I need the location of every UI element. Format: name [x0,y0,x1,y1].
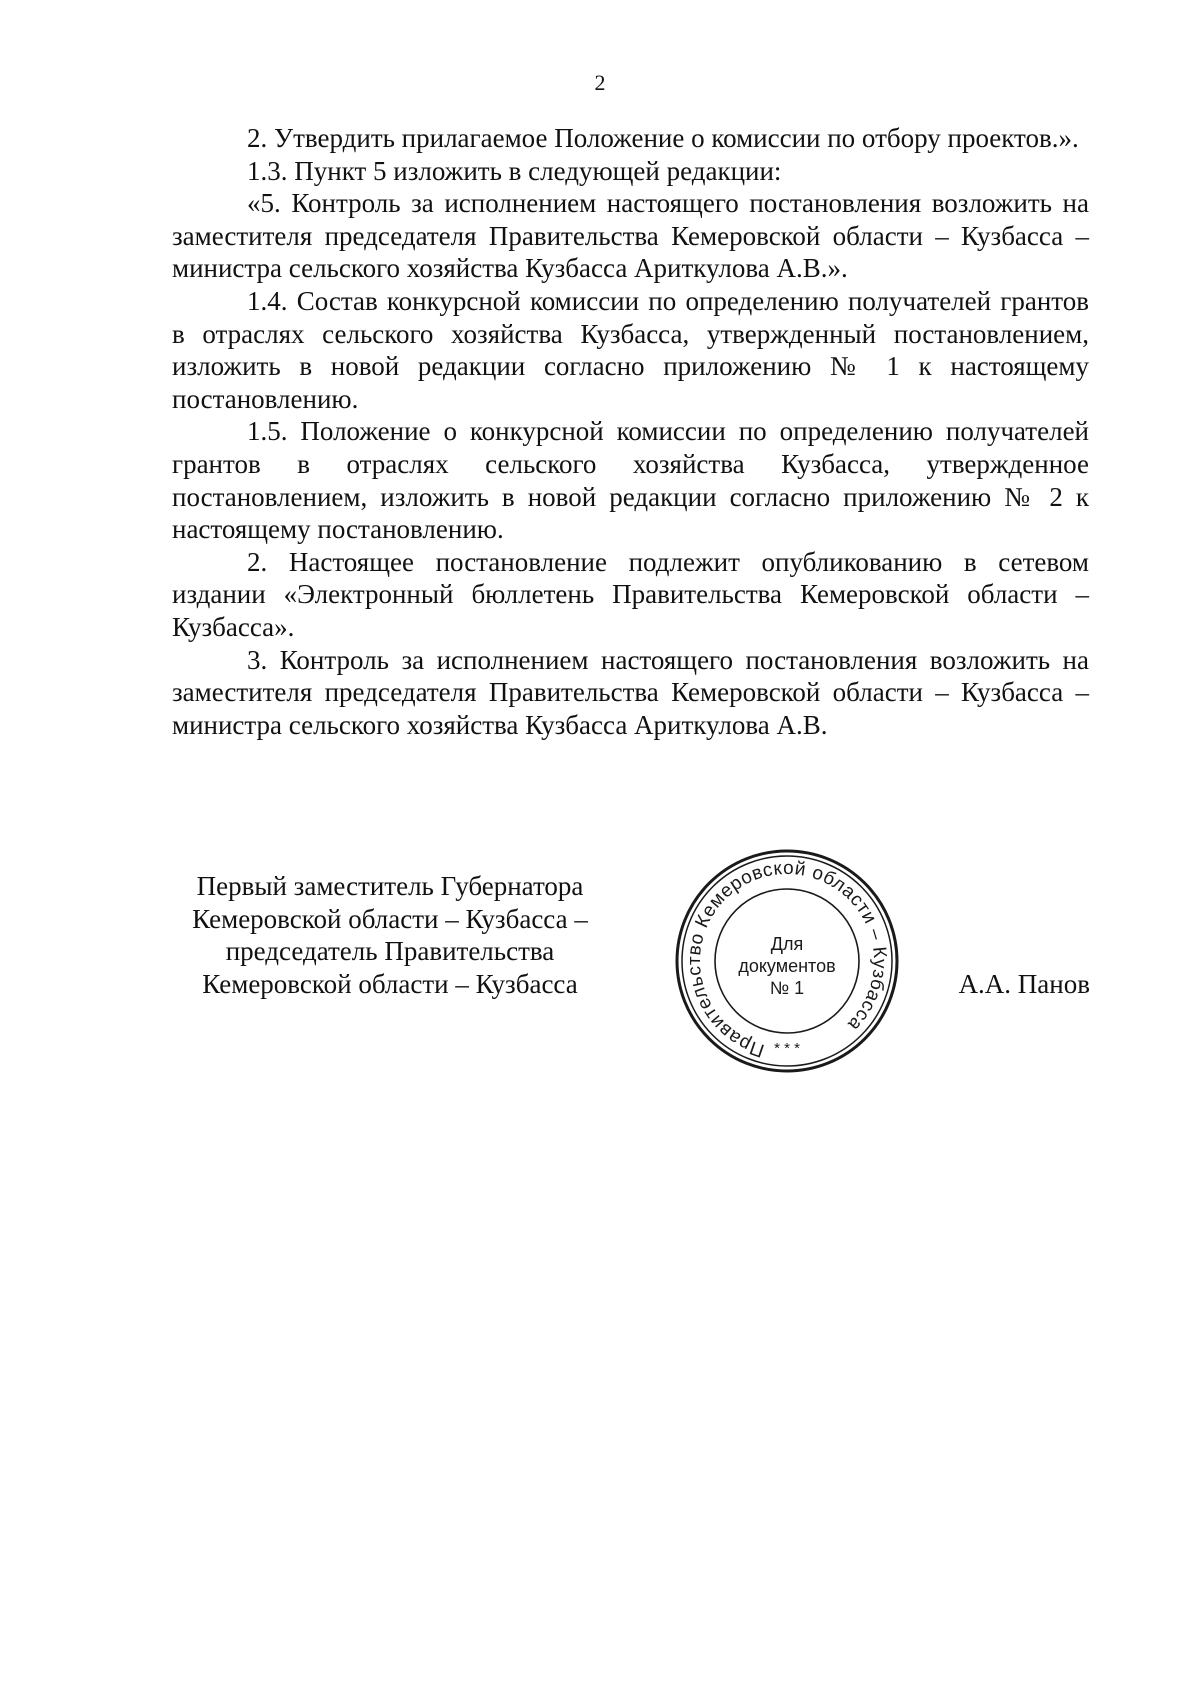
paragraph: «5. Контроль за исполнением настоящего постановления возложить на заместителя председателя Правительства Кемеровской области – Кузбасса – министра сельского хозяйства Кузбасса Ариткулова А.В.». [172,188,1089,284]
paragraph: 1.5. Положение о конкурсной комиссии по определению получателей грантов в отраслях сельского хозяйства Кузбасса, утвержденное постановлением, изложить в новой редакции согласно приложению № 2 к настоящему постановлению. [172,416,1089,545]
page-number: 2 [594,70,606,95]
seal-stars: * * * [774,1040,800,1057]
seal-ring-text: Правительство Кемеровской области – Кузбасса [683,857,891,1061]
paragraph: 1.4. Состав конкурсной комиссии по определению получателей грантов в отраслях сельского хозяйства Кузбасса, утвержденный постановлением, изложить в новой редакции согласно приложению № 1 к настоящему постановлению. [172,285,1089,414]
document-body [172,122,1089,741]
paragraph: 3. Контроль за исполнением настоящего постановления возложить на заместителя председателя Правительства Кемеровской области – Кузбасса – министра сельского хозяйства Кузбасса Ариткулова А.В. [172,644,1089,740]
paragraph: 2. Утвердить прилагаемое Положение о комиссии по отбору проектов.». [247,123,1079,153]
official-seal-stamp [672,846,902,1076]
seal-center-line: документов [738,956,836,976]
position-line: председатель Правительства [225,936,555,966]
paragraph: 1.3. Пункт 5 изложить в следующей редакции: [247,155,782,186]
seal-graphic [672,846,902,1076]
position-line: Кемеровской области – Кузбасса – [192,903,588,934]
signatory-name: А.А. Панов [958,969,1090,999]
seal-center-line: № 1 [769,978,805,998]
position-line: Первый заместитель Губернатора [196,871,584,901]
signatory-position [170,870,610,1000]
position-line: Кемеровской области – Кузбасса [202,968,578,999]
seal-center-line: Для [770,934,804,954]
paragraph: 2. Настоящее постановление подлежит опубликованию в сетевом издании «Электронный бюллетень Правительства Кемеровской области – Кузбасса». [172,546,1089,642]
